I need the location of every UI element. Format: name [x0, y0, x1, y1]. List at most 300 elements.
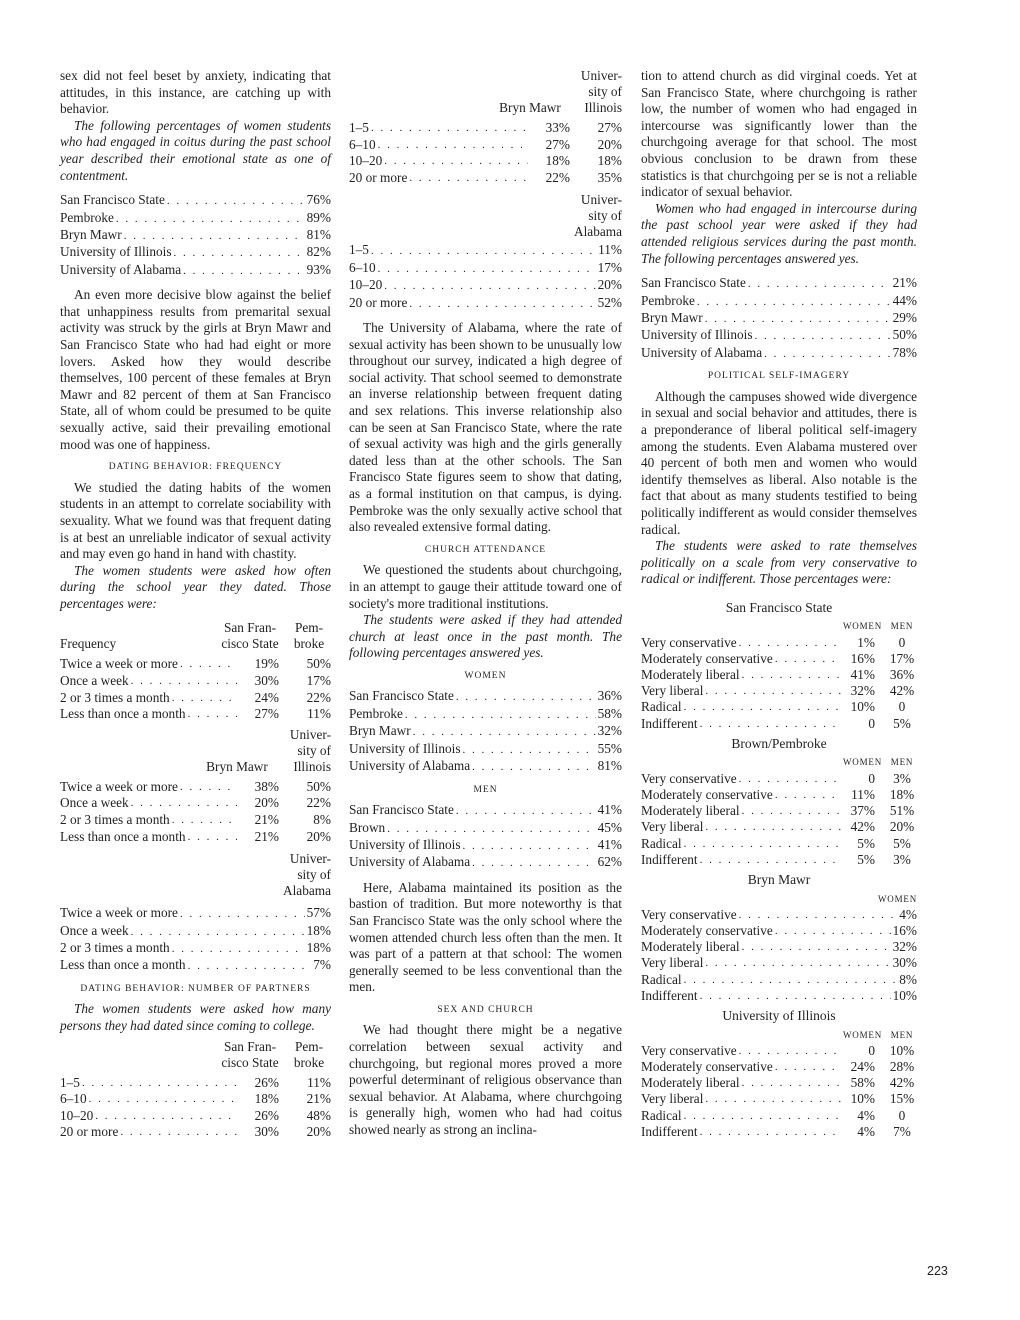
frequency-table-1 — [60, 620, 331, 845]
cell-value: 20% — [254, 795, 279, 811]
men-column-header: MEN — [890, 621, 914, 632]
leader-dots — [384, 278, 595, 294]
item-label: San Francisco State — [349, 802, 454, 818]
leader-dots — [384, 153, 528, 170]
women-value: 4% — [857, 1123, 875, 1139]
row-label: Moderately conservative — [641, 922, 773, 938]
church-men-list — [349, 802, 622, 872]
partners-table-2 — [349, 68, 622, 186]
table-row — [60, 1108, 331, 1125]
row-label-cell — [60, 1091, 239, 1108]
cell-value: 50% — [306, 656, 331, 672]
table-row — [60, 673, 331, 690]
item-value: 82% — [306, 244, 331, 260]
leader-dots — [116, 211, 305, 227]
list-item — [641, 327, 917, 344]
item-value: 41% — [597, 802, 622, 818]
women-value: 0 — [868, 1042, 875, 1058]
list-item — [60, 923, 331, 940]
leader-dots — [705, 1091, 841, 1107]
row-label: Indifferent — [641, 851, 698, 867]
women-value: 4% — [899, 906, 917, 922]
row-label: 1–5 — [349, 120, 369, 135]
men-column-header: MEN — [890, 1029, 914, 1040]
item-value: 89% — [306, 209, 331, 225]
leader-dots — [775, 651, 841, 667]
table-row — [641, 1043, 917, 1059]
table-row — [60, 1075, 331, 1092]
leader-dots — [742, 803, 841, 819]
men-value: 0 — [898, 699, 906, 715]
row-label-cell — [641, 907, 899, 923]
header-spacer — [641, 754, 843, 770]
column-3 — [641, 68, 917, 1140]
row-label: 20 or more — [349, 169, 408, 185]
row-label-cell — [641, 716, 843, 732]
row-label-cell — [641, 1091, 843, 1107]
table-row — [60, 795, 331, 812]
women-column-header: WOMEN — [843, 621, 882, 632]
item-label: San Francisco State — [349, 688, 454, 704]
row-label: 1–5 — [60, 1074, 80, 1090]
table-row — [641, 1059, 917, 1075]
leader-dots — [764, 346, 891, 362]
cell-value: 21% — [254, 812, 279, 828]
cell-value: 18% — [597, 153, 622, 169]
men-value: 10% — [889, 1042, 915, 1058]
row-label-cell — [60, 812, 239, 829]
leader-dots — [180, 779, 237, 796]
women-value: 16% — [892, 922, 917, 938]
row-label-cell — [641, 771, 843, 787]
row-label-cell — [60, 690, 239, 707]
leader-dots — [739, 907, 898, 923]
school-heading: San Francisco State — [725, 599, 833, 615]
women-value: 10% — [892, 987, 917, 1003]
table-row — [641, 683, 917, 699]
header-spacer — [641, 618, 843, 634]
item-label: 2 or 3 times a month — [60, 940, 170, 956]
row-label: Very conservative — [641, 906, 737, 922]
row-label: Radical — [641, 971, 682, 987]
paragraph: Here, Alabama maintained its position as the bastion of tradition. But more noteworthy is that San Francisco State was the only school where the women attended church less often than the men. It was part of a pattern at that school: The women generally seemed to be less conventional than the men. — [349, 879, 622, 995]
column-header: Pem- broke — [293, 620, 325, 652]
leader-dots — [684, 836, 841, 852]
item-label: University of Illinois — [349, 836, 461, 852]
women-value: 16% — [850, 650, 875, 666]
leader-dots — [700, 716, 841, 732]
table-header-row — [641, 618, 917, 634]
table-row — [641, 923, 917, 939]
leader-dots — [684, 972, 898, 988]
list-item — [349, 802, 622, 819]
politics-tables — [641, 600, 917, 1140]
question: The following percentages of women students who had engaged in coitus during the past school year described their emotional state as one of contentment. — [60, 117, 331, 183]
column-2 — [349, 68, 622, 1139]
row-label: 6–10 — [60, 1091, 87, 1107]
leader-dots — [378, 261, 596, 277]
list-item — [349, 758, 622, 775]
men-value: 17% — [889, 650, 915, 666]
men-value: 5% — [893, 715, 911, 731]
list-item — [60, 210, 331, 227]
row-label: Radical — [641, 1107, 682, 1123]
men-value: 20% — [889, 819, 915, 835]
cell-value: 20% — [597, 136, 622, 152]
leader-dots — [705, 311, 891, 327]
women-value: 42% — [850, 819, 875, 835]
paragraph: sex did not feel beset by anxiety, indicating that attitudes, in this instance, are catching up with behavior. — [60, 68, 331, 117]
leader-dots — [748, 276, 891, 292]
list-item — [349, 741, 622, 758]
row-label-cell — [641, 683, 843, 699]
table-row — [641, 836, 917, 852]
women-value: 58% — [850, 1075, 875, 1091]
women-column-header: WOMEN — [843, 757, 882, 768]
school-heading: Bryn Mawr — [747, 871, 811, 887]
women-value: 32% — [850, 683, 875, 699]
women-value: 10% — [850, 699, 875, 715]
item-value: 55% — [597, 740, 622, 756]
leader-dots — [700, 988, 891, 1004]
cell-value: 33% — [545, 120, 570, 135]
leader-dots — [124, 228, 305, 244]
cell-value: 26% — [254, 1107, 279, 1123]
leader-dots — [456, 803, 596, 819]
item-label: Bryn Mawr — [60, 226, 122, 242]
school-heading: University of Illinois — [722, 1007, 836, 1023]
politics-table — [641, 754, 917, 867]
row-label-cell — [60, 706, 239, 723]
cell-value: 11% — [307, 1074, 331, 1090]
row-label: Twice a week or more — [60, 656, 178, 672]
section-heading: DATING BEHAVIOR: FREQUENCY — [108, 462, 283, 473]
item-label: Bryn Mawr — [641, 309, 703, 325]
row-label-cell — [349, 153, 530, 170]
cell-value: 27% — [254, 706, 279, 722]
table-row — [641, 716, 917, 732]
cell-value: 35% — [597, 169, 622, 185]
list-item — [349, 242, 622, 259]
item-label: University of Illinois — [349, 740, 461, 756]
paragraph: We had thought there might be a negative correlation between sexual activity and churchgoing, but regional mores proved a more powerful determinant of religious observance than sexual behavior. At Alabama, where churchgoing is generally high, women who had had coitus showed nearly as strong an inclina- — [349, 1022, 622, 1138]
table-row — [60, 706, 331, 723]
column-header: Bryn Mawr — [206, 758, 268, 774]
item-label: University of Illinois — [641, 327, 753, 343]
row-label: Indifferent — [641, 715, 698, 731]
cell-value: 20% — [306, 1124, 331, 1140]
item-label: Brown — [349, 819, 386, 835]
women-column-header: WOMEN — [878, 893, 917, 904]
item-label: San Francisco State — [60, 192, 165, 208]
women-value: 4% — [857, 1107, 875, 1123]
frequency-header: Frequency — [60, 636, 117, 652]
row-label-cell — [641, 819, 843, 835]
row-label: Moderately liberal — [641, 939, 740, 955]
column-header: San Fran- cisco State — [221, 1038, 279, 1070]
table-row — [60, 829, 331, 846]
row-label: Very liberal — [641, 955, 704, 971]
leader-dots — [463, 742, 596, 758]
table-row — [60, 812, 331, 829]
item-label: Once a week — [60, 922, 129, 938]
item-label: University of Alabama — [641, 344, 763, 360]
men-value: 0 — [898, 634, 906, 650]
item-value: 17% — [597, 259, 622, 275]
list-item — [60, 957, 331, 974]
row-label: Indifferent — [641, 987, 698, 1003]
men-value: 42% — [889, 683, 915, 699]
table-row — [641, 819, 917, 835]
men-value: 0 — [898, 1107, 906, 1123]
women-value: 30% — [892, 955, 917, 971]
item-value: 11% — [598, 242, 622, 258]
leader-dots — [705, 819, 841, 835]
women-value: 41% — [850, 667, 875, 683]
header-spacer — [641, 891, 857, 907]
item-label: University of Illinois — [60, 244, 172, 260]
table-row — [641, 852, 917, 868]
list-item — [60, 227, 331, 244]
table-row — [641, 1108, 917, 1124]
item-value: 18% — [306, 940, 331, 956]
column-header: Univer- sity of Illinois — [289, 726, 331, 774]
table-row — [349, 170, 622, 187]
leader-dots — [131, 924, 305, 940]
row-label: Moderately liberal — [641, 667, 740, 683]
column-1 — [60, 68, 331, 1141]
table-row — [60, 656, 331, 673]
row-label: 10–20 — [349, 153, 383, 169]
leader-dots — [742, 1075, 841, 1091]
row-label-cell — [641, 1059, 843, 1075]
women-value: 37% — [850, 803, 875, 819]
row-label: Once a week — [60, 673, 129, 689]
section-heading: SEX AND CHURCH — [437, 1004, 534, 1015]
men-value: 15% — [889, 1091, 915, 1107]
row-label-cell — [60, 1075, 239, 1092]
table-row — [641, 988, 917, 1004]
leader-dots — [188, 706, 237, 723]
list-item — [349, 706, 622, 723]
leader-dots — [742, 667, 841, 683]
leader-dots — [463, 838, 596, 854]
leader-dots — [371, 120, 528, 137]
cell-value: 20% — [306, 828, 331, 844]
leader-dots — [387, 821, 595, 837]
item-label: University of Alabama — [60, 261, 182, 277]
row-label-cell — [641, 1108, 843, 1124]
men-column-header: MEN — [890, 757, 914, 768]
row-label: Very liberal — [641, 683, 704, 699]
row-label-cell — [641, 1075, 843, 1091]
leader-dots — [378, 137, 528, 154]
item-value: 45% — [597, 819, 622, 835]
list-item — [349, 854, 622, 871]
men-value: 5% — [893, 835, 911, 851]
item-value: 20% — [597, 277, 622, 293]
table-row — [641, 955, 917, 971]
row-label-cell — [641, 852, 843, 868]
list-item — [60, 192, 331, 209]
leader-dots — [705, 683, 841, 699]
cell-value: 38% — [254, 778, 279, 794]
row-label-cell — [60, 779, 239, 796]
leader-dots — [172, 690, 237, 707]
item-value: 50% — [892, 327, 917, 343]
row-label: Moderately liberal — [641, 803, 740, 819]
leader-dots — [413, 724, 596, 740]
women-value: 32% — [892, 939, 917, 955]
item-value: 29% — [892, 309, 917, 325]
table-header-row — [641, 1027, 917, 1043]
cell-value: 27% — [545, 136, 570, 152]
politics-table — [641, 891, 917, 1004]
question: The students were asked if they had attended church at least once in the past month. The following percentages answered yes. — [349, 612, 622, 661]
table-row — [641, 972, 917, 988]
paragraph: The University of Alabama, where the rate of sexual activity has been shown to be unusually low throughout our survey, indicated a high degree of social activity. That school seemed to demonstrate an inverse relationship between frequent dating and sex relations. This inverse relationship also can be seen at San Francisco State, where the rate of sexual activity was high and the girls generally dated less than at the other schools. The San Francisco State figures seem to show that dating, as a formal institution on that campus, is dying. Pembroke was the only sexually active school that also revealed extensive formal dating. — [349, 320, 622, 535]
item-label: Pembroke — [349, 705, 403, 721]
leader-dots — [371, 243, 596, 259]
row-label: 10–20 — [60, 1107, 94, 1123]
item-value: 18% — [306, 922, 331, 938]
row-label: Very liberal — [641, 819, 704, 835]
row-label-cell — [60, 1124, 239, 1141]
leader-dots — [697, 294, 891, 310]
column-header: Bryn Mawr — [499, 100, 561, 115]
table-row — [641, 1075, 917, 1091]
cell-value: 22% — [306, 795, 331, 811]
leader-dots — [775, 1059, 841, 1075]
leader-dots — [167, 193, 305, 209]
leader-dots — [775, 923, 891, 939]
table-row — [641, 939, 917, 955]
list-item — [641, 310, 917, 327]
list-item — [60, 262, 331, 279]
row-label-cell — [641, 955, 893, 971]
row-label-cell — [641, 667, 843, 683]
women-value: 1% — [857, 634, 875, 650]
question: The students were asked to rate themselves politically on a scale from very conservative to radical or indifferent. Those percentages were: — [641, 538, 917, 587]
leader-dots — [472, 855, 596, 871]
leader-dots — [742, 939, 891, 955]
cell-value: 18% — [254, 1091, 279, 1107]
list-item — [641, 345, 917, 362]
list-item — [60, 905, 331, 922]
list-item — [349, 295, 622, 312]
section-heading: CHURCH ATTENDANCE — [424, 544, 547, 555]
women-value: 24% — [850, 1058, 875, 1074]
table-row — [641, 907, 917, 923]
paragraph: We questioned the students about churchgoing, in an attempt to gauge their attitude toward one of society's more traditional institutions. — [349, 562, 622, 611]
men-value: 36% — [889, 667, 915, 683]
row-label: Very conservative — [641, 634, 737, 650]
cell-value: 30% — [254, 673, 279, 689]
list-item — [641, 275, 917, 292]
item-value: 44% — [892, 292, 917, 308]
question: The women students were asked how often during the school year they dated. Those percentages were: — [60, 562, 331, 611]
row-label: 2 or 3 times a month — [60, 812, 170, 828]
men-value: 18% — [889, 786, 915, 802]
table-row — [641, 667, 917, 683]
item-value: 62% — [597, 854, 622, 870]
women-value: 5% — [857, 835, 875, 851]
school-heading: Brown/Pembroke — [731, 735, 827, 751]
table-row — [641, 1124, 917, 1140]
cell-value: 19% — [254, 656, 279, 672]
row-label: 2 or 3 times a month — [60, 689, 170, 705]
leader-dots — [472, 759, 596, 775]
cell-value: 21% — [306, 1091, 331, 1107]
leader-dots — [172, 812, 237, 829]
row-label: Radical — [641, 699, 682, 715]
item-label: 1–5 — [349, 242, 369, 258]
men-value: 7% — [893, 1123, 911, 1139]
men-value: 42% — [889, 1075, 915, 1091]
item-label: 6–10 — [349, 259, 376, 275]
leader-dots — [705, 955, 890, 971]
list-item — [349, 820, 622, 837]
row-label-cell — [641, 923, 893, 939]
women-value: 0 — [868, 715, 875, 731]
table-row — [641, 771, 917, 787]
item-value: 81% — [597, 758, 622, 774]
cell-value: 30% — [254, 1124, 279, 1140]
list-item — [349, 260, 622, 277]
row-label-cell — [641, 651, 843, 667]
header-spacer — [641, 1027, 843, 1043]
row-label-cell — [60, 673, 239, 690]
leader-dots — [684, 699, 841, 715]
leader-dots — [739, 635, 841, 651]
row-label-cell — [641, 836, 843, 852]
item-label: Less than once a month — [60, 957, 186, 973]
column-header: Univer- sity of Alabama — [574, 192, 622, 240]
item-label: Bryn Mawr — [349, 723, 411, 739]
paragraph: tion to attend church as did virginal coeds. Yet at San Francisco State, where churchgoing is rather low, the number of women who had engaged in intercourse was significantly lower than the churchgoing average for that school. The most obvious conclusion to be drawn from these statistics is that churchgoing per se is not a reliable indicator of sexual behavior. — [641, 68, 917, 200]
table-subheading: MEN — [473, 784, 498, 795]
row-label: Very conservative — [641, 770, 737, 786]
row-label: Radical — [641, 835, 682, 851]
leader-dots — [739, 771, 841, 787]
leader-dots — [755, 328, 891, 344]
list-item — [349, 837, 622, 854]
row-label-cell — [641, 803, 843, 819]
item-label: Pembroke — [641, 292, 695, 308]
leader-dots — [405, 707, 596, 723]
row-label: Moderately conservative — [641, 786, 773, 802]
row-label: Moderately conservative — [641, 1058, 773, 1074]
table-row — [349, 153, 622, 170]
paragraph: Although the campuses showed wide divergence in sexual and social behavior and attitudes, there is a preponderance of liberal political self-imagery among the students. Even Alabama mustered over 40 percent of both men and women who would identify themselves as liberal. Also notable is the fact that about as many students testified to being politically indifferent as would consider themselves radical. — [641, 388, 917, 537]
item-value: 78% — [892, 344, 917, 360]
religious-services-list — [641, 275, 917, 362]
frequency-table-3 — [60, 905, 331, 975]
row-label: Less than once a month — [60, 706, 186, 722]
men-value: 51% — [889, 803, 915, 819]
row-label-cell — [349, 170, 530, 187]
leader-dots — [409, 170, 528, 187]
item-value: 52% — [597, 294, 622, 310]
leader-dots — [174, 245, 305, 261]
row-label-cell — [641, 972, 899, 988]
cell-value: 21% — [254, 828, 279, 844]
church-women-list — [349, 688, 622, 775]
leader-dots — [183, 263, 305, 279]
leader-dots — [131, 795, 237, 812]
question: The women students were asked how many persons they had dated since coming to college. — [60, 1001, 331, 1034]
leader-dots — [456, 689, 596, 705]
